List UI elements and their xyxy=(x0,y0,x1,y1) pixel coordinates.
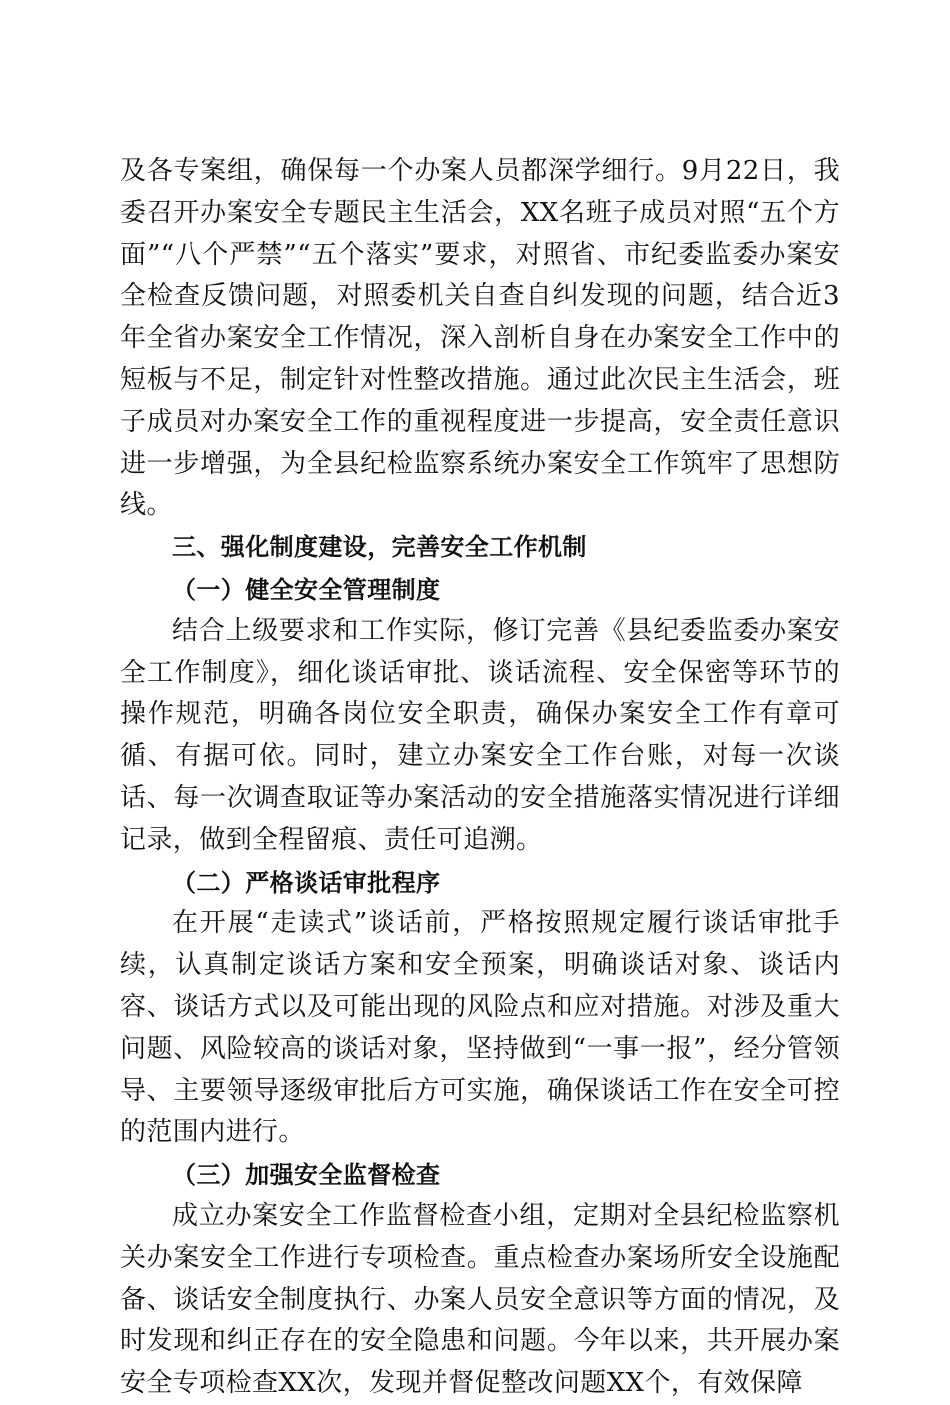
section-3-title: 三、强化制度建设，完善安全工作机制 xyxy=(172,533,587,562)
subsection-3-title: （三）加强安全监督检查 xyxy=(172,1160,441,1190)
paragraph-continued: 及各专案组，确保每一个办案人员都深学细行。9月22日，我委召开办案安全专题民主生活会，XX名班子成员对照“五个方面”“八个严禁”“五个落实”要求，对照省、市纪委监委办案安全检查反馈问题，对照委机关自查自纠发现的问题，结合近3年全省办案安全工作情况，深入剖析自身在办案安全工作中的短板与不足，制定针对性整改措施。通过此次民主生活会，班子成员对办案安全工作的重视程度进一步提高，安全责任意识进一步增强，为全县纪检监察系统办案安全工作筑牢了思想防线。 xyxy=(120,156,840,521)
subsection-2-body: 在开展“走读式”谈话前，严格按照规定履行谈话审批手续，认真制定谈话方案和安全预案，明确谈话对象、谈话内容、谈话方式以及可能出现的风险点和应对措施。对涉及重大问题、风险较高的谈话对象，坚持做到“一事一报”，经分管领导、主要领导逐级审批后方可实施，确保谈话工作在安全可控的范围内进行。 xyxy=(120,908,840,1148)
subsection-1-body: 结合上级要求和工作实际，修订完善《县纪委监委办案安全工作制度》，细化谈话审批、谈话流程、安全保密等环节的操作规范，明确各岗位安全职责，确保办案安全工作有章可循、有据可依。同时，建立办案安全工作台账，对每一次谈话、每一次调查取证等办案活动的安全措施落实情况进行详细记录，做到全程留痕、责任可追溯。 xyxy=(120,615,840,855)
subsection-3-body: 成立办案安全工作监督检查小组，定期对全县纪检监察机关办案安全工作进行专项检查。重点检查办案场所安全设施配备、谈话安全制度执行、办案人员安全意识等方面的情况，及时发现和纠正存在的安全隐患和问题。今年以来，共开展办案安全专项检查XX次，发现并督促整改问题XX个，有效保障 xyxy=(120,1200,840,1399)
subsection-1-title: （一）健全安全管理制度 xyxy=(172,574,441,604)
subsection-2-title: （二）严格谈话审批程序 xyxy=(172,867,441,897)
document-page xyxy=(120,151,840,1405)
